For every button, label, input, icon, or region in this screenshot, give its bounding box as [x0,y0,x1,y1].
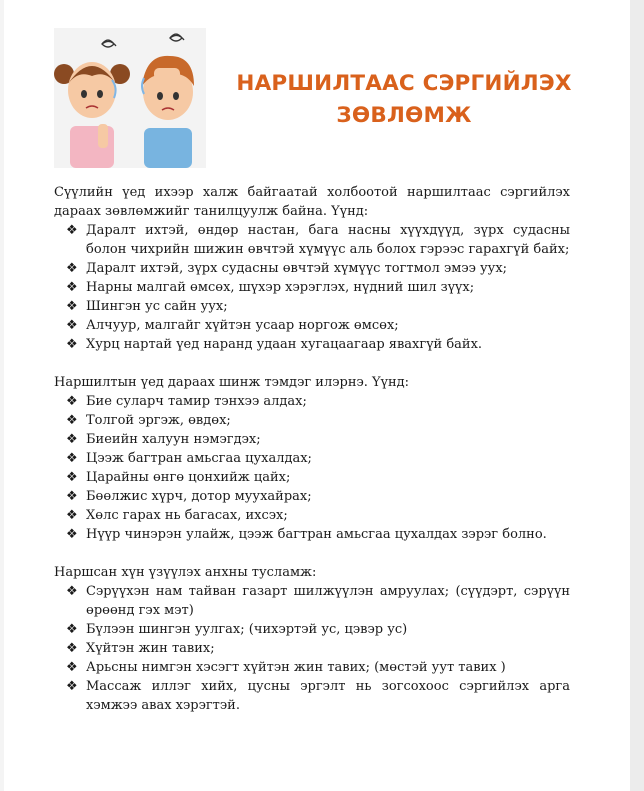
document-body [54,183,570,715]
list-item: ❖ Алчуур, малгайг хүйтэн усаар норгож өмсөх; [66,318,399,333]
bullet-diamond-icon: ❖ [66,470,78,485]
bullet-diamond-icon: ❖ [66,413,78,428]
sunstroke-children-illustration [54,28,206,168]
list-item: ❖ Бөөлжис хүрч, дотор муухайрах; [66,489,312,504]
bullet-diamond-icon: ❖ [66,660,78,675]
bullet-diamond-icon: ❖ [66,584,78,599]
list-item: ❖ Цээж багтран амьсгаа цухалдах; [66,451,312,466]
bullet-diamond-icon: ❖ [66,394,78,409]
prevention-list [54,221,570,354]
bullet-diamond-icon: ❖ [66,280,78,295]
list-item: ❖ Шингэн ус сайн уух; [66,299,228,314]
bullet-diamond-icon: ❖ [66,432,78,447]
bullet-diamond-icon: ❖ [66,337,78,352]
bullet-diamond-icon: ❖ [66,223,78,238]
bullet-diamond-icon: ❖ [66,489,78,504]
bullet-diamond-icon: ❖ [66,679,78,694]
section-intro-first-aid: Наршсан хүн үзүүлэх анхны тусламж: [54,565,317,580]
list-item: ❖ Бие суларч тамир тэнхээ алдах; [66,394,307,409]
bullet-diamond-icon: ❖ [66,508,78,523]
list-item: ❖ Хурц нартай үед наранд удаан хугацаагаар явахгүй байх. [66,337,483,352]
title-line-2: ЗӨВЛӨМЖ [336,103,472,128]
list-item: ❖ Биеийн халуун нэмэгдэх; [66,432,261,447]
bullet-diamond-icon: ❖ [66,318,78,333]
list-item: ❖ Сэрүүхэн нам тайван газарт шилжүүлэн амруулах; (сүүдэрт, сэрүүн өрөөнд гэх мэт) [66,584,570,618]
bullet-diamond-icon: ❖ [66,527,78,542]
list-item: ❖ Толгой эргэж, өвдөх; [66,413,231,428]
title-line-1: НАРШИЛТААС СЭРГИЙЛЭХ [236,71,572,96]
bullet-diamond-icon: ❖ [66,641,78,656]
list-item: ❖ Даралт ихтэй, зүрх судасны өвчтэй хүмүүс тогтмол эмээ уух; [66,261,508,276]
bullet-diamond-icon: ❖ [66,451,78,466]
section-intro-symptoms: Наршилтын үед дараах шинж тэмдэг илэрнэ. Үүнд: [54,375,409,390]
bullet-diamond-icon: ❖ [66,261,78,276]
list-item: ❖ Массаж иллэг хийх, цусны эргэлт нь зогсохоос сэргийлэх арга хэмжээ авах хэрэгтэй. [66,679,570,713]
symptoms-list [54,392,570,544]
bullet-diamond-icon: ❖ [66,299,78,314]
list-item: ❖ Бүлээн шингэн уулгах; (чихэртэй ус, цэвэр ус) [66,622,408,637]
list-item: ❖ Хөлс гарах нь багасах, ихсэх; [66,508,288,523]
list-item: ❖ Царайны өнгө цонхийж цайх; [66,470,291,485]
list-item: ❖ Нүүр чинэрэн улайж, цээж багтран амьсгаа цухалдах зэрэг болно. [66,527,547,542]
list-item: ❖ Хүйтэн жин тавих; [66,641,215,656]
bullet-diamond-icon: ❖ [66,622,78,637]
list-item: ❖ Нарны малгай өмсөх, шүхэр хэрэглэх, нүдний шил зүүх; [66,280,475,295]
list-item: ❖ Арьсны нимгэн хэсэгт хүйтэн жин тавих; (мөстэй уут тавих ) [66,660,506,675]
section-intro-prevention: Сүүлийн үед ихээр халж байгаатай холбоотой наршилтаас сэргийлэх дараах зөвлөмжийг танилцуулж байна. Үүнд: [54,185,570,219]
first-aid-list [54,582,570,715]
document-title [216,68,592,132]
list-item: ❖ Даралт ихтэй, өндөр настан, бага насны хүүхдүүд, зүрх судасны болон чихрийн шижин өвчтэй хүмүүс аль болох гэрээс гарахгүй байх; [66,223,570,257]
